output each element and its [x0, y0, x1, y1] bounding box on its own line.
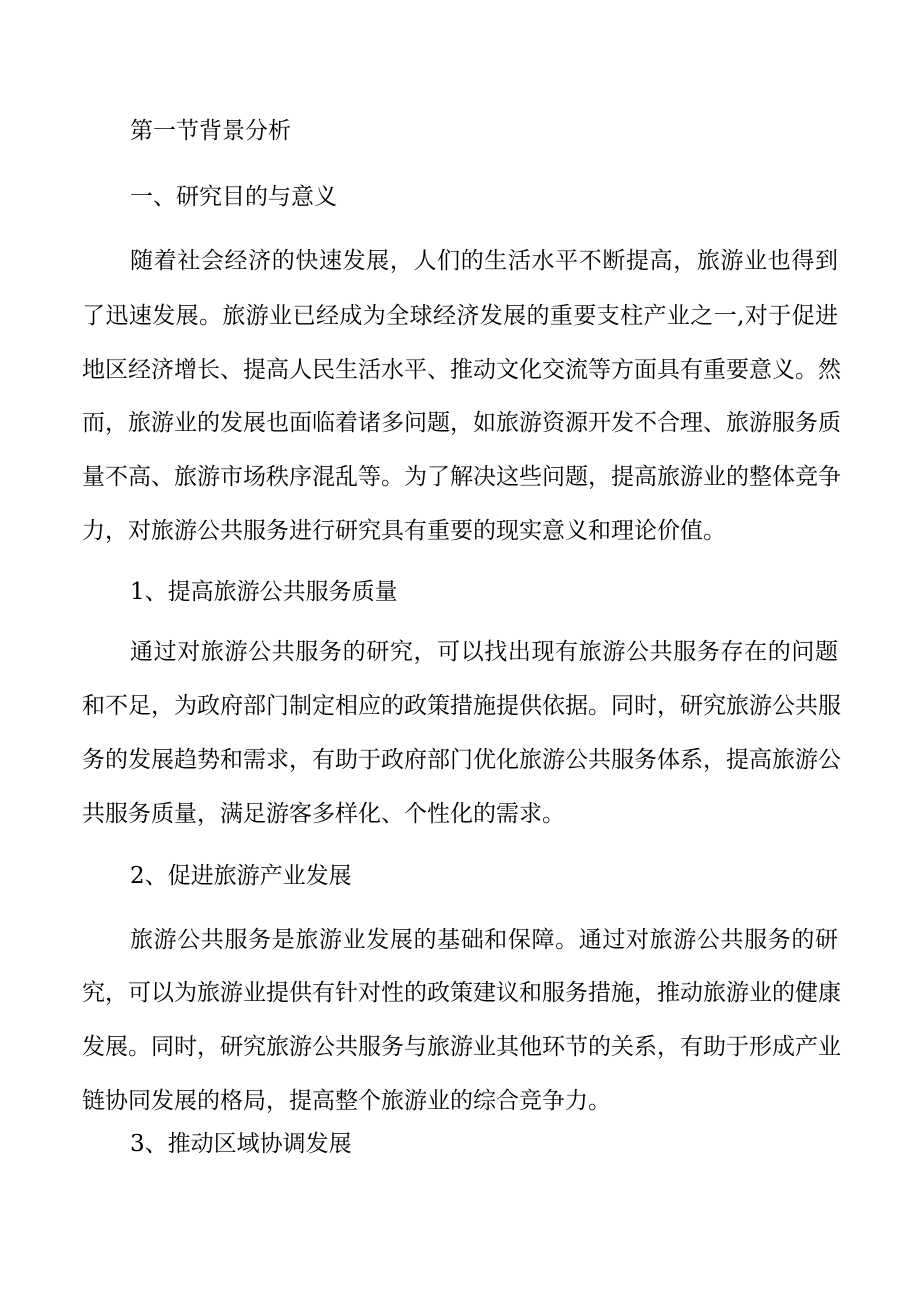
- paragraph-line: 务的发展趋势和需求，有助于政府部门优化旅游公共服务体系，提高旅游公: [82, 747, 841, 773]
- paragraph-line: 力，对旅游公共服务进行研究具有重要的现实意义和理论价值。: [82, 518, 726, 544]
- paragraph-line: 究，可以为旅游业提供有针对性的政策建议和服务措施，推动旅游业的健康: [82, 980, 841, 1006]
- paragraph-line: 发展。同时，研究旅游公共服务与旅游业其他环节的关系，有助于形成产业: [82, 1034, 841, 1060]
- paragraph-line: 链协同发展的格局，提高整个旅游业的综合竞争力。: [82, 1088, 611, 1114]
- paragraph-line: 通过对旅游公共服务的研究，可以找出现有旅游公共服务存在的问题: [130, 639, 838, 665]
- paragraph-line: 量不高、旅游市场秩序混乱等。为了解决这些问题，提高旅游业的整体竞争: [82, 464, 841, 490]
- paragraph-line: 和不足，为政府部门制定相应的政策措施提供依据。同时，研究旅游公共服: [82, 693, 841, 719]
- subheading-research-purpose: 一、研究目的与意义: [130, 184, 337, 210]
- item-heading-1: 1、提高旅游公共服务质量: [130, 579, 398, 605]
- item-heading-3: 3、推动区域协调发展: [130, 1131, 352, 1157]
- section-title: 第一节背景分析: [130, 118, 291, 144]
- paragraph-line: 共服务质量，满足游客多样化、个性化的需求。: [82, 801, 565, 827]
- item-heading-2: 2、促进旅游产业发展: [130, 863, 352, 889]
- paragraph-line: 地区经济增长、提高人民生活水平、推动文化交流等方面具有重要意义。然: [82, 357, 841, 383]
- paragraph-line: 了迅速发展。旅游业已经成为全球经济发展的重要支柱产业之一,对于促进: [82, 303, 838, 329]
- paragraph-line: 旅游公共服务是旅游业发展的基础和保障。通过对旅游公共服务的研: [130, 927, 838, 953]
- paragraph-line: 随着社会经济的快速发展，人们的生活水平不断提高，旅游业也得到: [130, 248, 838, 274]
- paragraph-line: 而，旅游业的发展也面临着诸多问题，如旅游资源开发不合理、旅游服务质: [82, 410, 841, 436]
